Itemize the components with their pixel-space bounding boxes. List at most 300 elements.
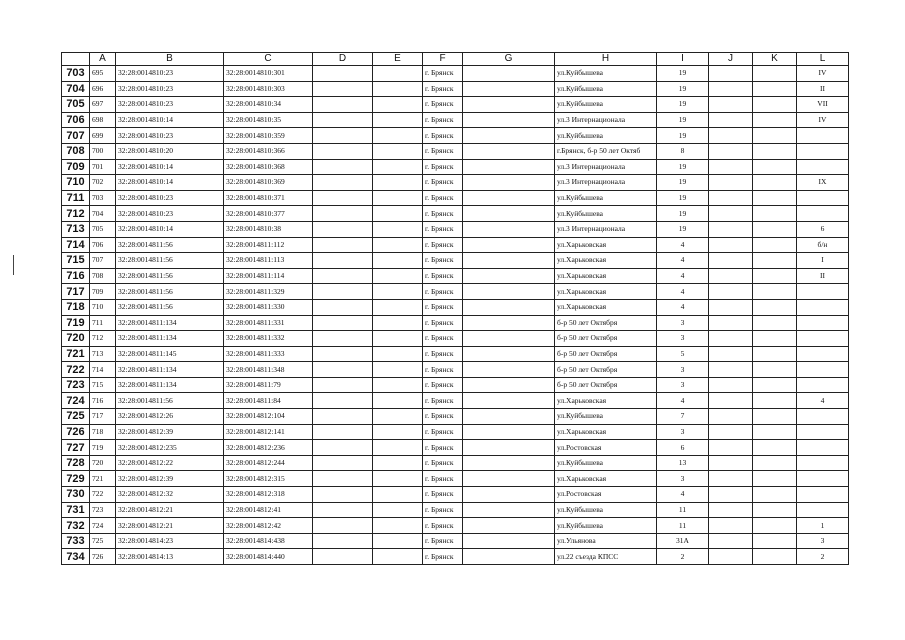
cell-b[interactable]: 32:28:0014814:23 [116,533,224,549]
cell-h[interactable]: ул.Куйбышева [555,97,657,113]
cell-i[interactable]: 6 [657,440,709,456]
cell-l[interactable] [797,143,849,159]
cell-g[interactable] [463,533,555,549]
cell-c[interactable]: 32:28:0014812:42 [224,518,313,534]
cell-i[interactable]: 13 [657,455,709,471]
cell-k[interactable] [753,190,797,206]
cell-k[interactable] [753,284,797,300]
cell-f[interactable]: г. Брянск [423,409,463,425]
cell-e[interactable] [373,377,423,393]
cell-c[interactable]: 32:28:0014811:331 [224,315,313,331]
cell-e[interactable] [373,175,423,191]
cell-k[interactable] [753,206,797,222]
cell-i[interactable]: 3 [657,315,709,331]
cell-h[interactable]: ул.Ростовская [555,440,657,456]
column-header-c[interactable]: C [224,53,313,66]
cell-h[interactable]: г.Брянск, б-р 50 лет Октяб [555,143,657,159]
cell-i[interactable]: 3 [657,377,709,393]
cell-c[interactable]: 32:28:0014812:41 [224,502,313,518]
cell-g[interactable] [463,206,555,222]
row-number[interactable]: 728 [62,455,90,471]
cell-d[interactable] [313,221,373,237]
row-number[interactable]: 723 [62,377,90,393]
cell-l[interactable]: IV [797,66,849,82]
cell-g[interactable] [463,393,555,409]
cell-l[interactable]: 1 [797,518,849,534]
cell-j[interactable] [709,66,753,82]
cell-a[interactable]: 711 [90,315,116,331]
cell-b[interactable]: 32:28:0014812:32 [116,487,224,503]
cell-j[interactable] [709,487,753,503]
cell-h[interactable]: ул.Харьковская [555,284,657,300]
cell-k[interactable] [753,362,797,378]
cell-i[interactable]: 19 [657,190,709,206]
cell-i[interactable]: 3 [657,331,709,347]
cell-a[interactable]: 717 [90,409,116,425]
cell-d[interactable] [313,253,373,269]
cell-e[interactable] [373,159,423,175]
cell-d[interactable] [313,440,373,456]
row-number[interactable]: 706 [62,112,90,128]
cell-k[interactable] [753,346,797,362]
cell-a[interactable]: 710 [90,299,116,315]
cell-g[interactable] [463,190,555,206]
cell-a[interactable]: 719 [90,440,116,456]
cell-a[interactable]: 695 [90,66,116,82]
cell-h[interactable]: ул.3 Интернационала [555,175,657,191]
cell-l[interactable]: 6 [797,221,849,237]
cell-g[interactable] [463,175,555,191]
cell-a[interactable]: 722 [90,487,116,503]
row-number[interactable]: 733 [62,533,90,549]
cell-l[interactable] [797,409,849,425]
cell-g[interactable] [463,424,555,440]
row-number[interactable]: 718 [62,299,90,315]
row-number[interactable]: 703 [62,66,90,82]
cell-l[interactable]: VII [797,97,849,113]
cell-g[interactable] [463,549,555,565]
cell-h[interactable]: ул.Куйбышева [555,409,657,425]
cell-f[interactable]: г. Брянск [423,284,463,300]
cell-c[interactable]: 32:28:0014811:112 [224,237,313,253]
cell-h[interactable]: ул.Ростовская [555,487,657,503]
cell-d[interactable] [313,346,373,362]
row-number[interactable]: 713 [62,221,90,237]
cell-f[interactable]: г. Брянск [423,487,463,503]
cell-b[interactable]: 32:28:0014811:56 [116,268,224,284]
cell-f[interactable]: г. Брянск [423,549,463,565]
column-header-i[interactable]: I [657,53,709,66]
cell-a[interactable]: 713 [90,346,116,362]
cell-h[interactable]: ул.Харьковская [555,471,657,487]
cell-d[interactable] [313,533,373,549]
cell-j[interactable] [709,331,753,347]
cell-g[interactable] [463,97,555,113]
cell-e[interactable] [373,533,423,549]
cell-e[interactable] [373,549,423,565]
cell-i[interactable]: 8 [657,143,709,159]
cell-k[interactable] [753,128,797,144]
cell-g[interactable] [463,221,555,237]
cell-l[interactable] [797,128,849,144]
cell-h[interactable]: б-р 50 лет Октября [555,331,657,347]
column-header-j[interactable]: J [709,53,753,66]
cell-b[interactable]: 32:28:0014810:23 [116,190,224,206]
cell-h[interactable]: ул.3 Интернационала [555,159,657,175]
cell-k[interactable] [753,175,797,191]
cell-g[interactable] [463,362,555,378]
cell-l[interactable] [797,284,849,300]
cell-h[interactable]: ул.3 Интернационала [555,221,657,237]
cell-h[interactable]: б-р 50 лет Октября [555,346,657,362]
cell-e[interactable] [373,362,423,378]
cell-c[interactable]: 32:28:0014812:236 [224,440,313,456]
cell-k[interactable] [753,97,797,113]
cell-l[interactable] [797,424,849,440]
column-header-h[interactable]: H [555,53,657,66]
cell-g[interactable] [463,502,555,518]
cell-k[interactable] [753,549,797,565]
cell-j[interactable] [709,549,753,565]
cell-e[interactable] [373,424,423,440]
cell-c[interactable]: 32:28:0014811:84 [224,393,313,409]
column-header-a[interactable]: A [90,53,116,66]
cell-j[interactable] [709,409,753,425]
cell-j[interactable] [709,518,753,534]
row-number[interactable]: 717 [62,284,90,300]
cell-g[interactable] [463,315,555,331]
cell-g[interactable] [463,377,555,393]
cell-f[interactable]: г. Брянск [423,533,463,549]
cell-e[interactable] [373,128,423,144]
cell-j[interactable] [709,393,753,409]
cell-d[interactable] [313,424,373,440]
cell-j[interactable] [709,81,753,97]
cell-a[interactable]: 714 [90,362,116,378]
cell-b[interactable]: 32:28:0014811:56 [116,253,224,269]
cell-e[interactable] [373,112,423,128]
cell-c[interactable]: 32:28:0014814:440 [224,549,313,565]
cell-c[interactable]: 32:28:0014811:330 [224,299,313,315]
cell-a[interactable]: 725 [90,533,116,549]
row-number[interactable]: 719 [62,315,90,331]
cell-h[interactable]: ул.Куйбышева [555,206,657,222]
cell-f[interactable]: г. Брянск [423,424,463,440]
column-header-k[interactable]: K [753,53,797,66]
cell-j[interactable] [709,206,753,222]
cell-d[interactable] [313,175,373,191]
cell-a[interactable]: 712 [90,331,116,347]
cell-b[interactable]: 32:28:0014810:23 [116,66,224,82]
cell-e[interactable] [373,315,423,331]
cell-f[interactable]: г. Брянск [423,128,463,144]
cell-d[interactable] [313,362,373,378]
cell-b[interactable]: 32:28:0014810:14 [116,159,224,175]
cell-c[interactable]: 32:28:0014810:377 [224,206,313,222]
cell-f[interactable]: г. Брянск [423,502,463,518]
row-number[interactable]: 704 [62,81,90,97]
cell-d[interactable] [313,471,373,487]
cell-a[interactable]: 708 [90,268,116,284]
row-number[interactable]: 714 [62,237,90,253]
cell-h[interactable]: ул.Харьковская [555,424,657,440]
cell-i[interactable]: 31А [657,533,709,549]
cell-f[interactable]: г. Брянск [423,362,463,378]
cell-d[interactable] [313,159,373,175]
cell-h[interactable]: ул.Куйбышева [555,518,657,534]
cell-b[interactable]: 32:28:0014810:23 [116,206,224,222]
cell-b[interactable]: 32:28:0014810:14 [116,175,224,191]
cell-l[interactable]: б/н [797,237,849,253]
cell-f[interactable]: г. Брянск [423,253,463,269]
cell-k[interactable] [753,440,797,456]
cell-j[interactable] [709,190,753,206]
cell-a[interactable]: 699 [90,128,116,144]
cell-i[interactable]: 19 [657,112,709,128]
cell-g[interactable] [463,284,555,300]
cell-e[interactable] [373,143,423,159]
cell-g[interactable] [463,346,555,362]
row-number[interactable]: 730 [62,487,90,503]
row-number[interactable]: 708 [62,143,90,159]
cell-b[interactable]: 32:28:0014812:39 [116,471,224,487]
cell-k[interactable] [753,518,797,534]
cell-d[interactable] [313,393,373,409]
cell-e[interactable] [373,284,423,300]
cell-b[interactable]: 32:28:0014811:134 [116,331,224,347]
cell-k[interactable] [753,533,797,549]
cell-k[interactable] [753,81,797,97]
cell-a[interactable]: 726 [90,549,116,565]
cell-l[interactable] [797,377,849,393]
cell-l[interactable] [797,487,849,503]
cell-b[interactable]: 32:28:0014811:145 [116,346,224,362]
cell-l[interactable] [797,471,849,487]
cell-k[interactable] [753,409,797,425]
cell-j[interactable] [709,533,753,549]
row-number[interactable]: 727 [62,440,90,456]
cell-f[interactable]: г. Брянск [423,393,463,409]
cell-d[interactable] [313,190,373,206]
cell-a[interactable]: 697 [90,97,116,113]
cell-j[interactable] [709,424,753,440]
cell-f[interactable]: г. Брянск [423,97,463,113]
cell-c[interactable]: 32:28:0014811:114 [224,268,313,284]
cell-h[interactable]: ул.Харьковская [555,237,657,253]
cell-j[interactable] [709,362,753,378]
cell-j[interactable] [709,440,753,456]
cell-f[interactable]: г. Брянск [423,346,463,362]
cell-k[interactable] [753,487,797,503]
cell-f[interactable]: г. Брянск [423,221,463,237]
cell-l[interactable]: IX [797,175,849,191]
cell-g[interactable] [463,268,555,284]
cell-i[interactable]: 4 [657,299,709,315]
cell-a[interactable]: 716 [90,393,116,409]
cell-c[interactable]: 32:28:0014810:35 [224,112,313,128]
cell-c[interactable]: 32:28:0014811:329 [224,284,313,300]
cell-d[interactable] [313,97,373,113]
cell-i[interactable]: 19 [657,206,709,222]
cell-g[interactable] [463,471,555,487]
cell-g[interactable] [463,159,555,175]
cell-e[interactable] [373,190,423,206]
cell-g[interactable] [463,455,555,471]
cell-i[interactable]: 19 [657,159,709,175]
cell-d[interactable] [313,331,373,347]
cell-i[interactable]: 19 [657,175,709,191]
row-number[interactable]: 710 [62,175,90,191]
cell-g[interactable] [463,440,555,456]
cell-f[interactable]: г. Брянск [423,143,463,159]
cell-e[interactable] [373,253,423,269]
cell-g[interactable] [463,143,555,159]
cell-j[interactable] [709,237,753,253]
cell-c[interactable]: 32:28:0014812:104 [224,409,313,425]
cell-e[interactable] [373,237,423,253]
cell-h[interactable]: ул.22 съезда КПСС [555,549,657,565]
cell-b[interactable]: 32:28:0014811:134 [116,377,224,393]
cell-l[interactable] [797,455,849,471]
cell-f[interactable]: г. Брянск [423,66,463,82]
cell-e[interactable] [373,221,423,237]
cell-c[interactable]: 32:28:0014810:371 [224,190,313,206]
cell-e[interactable] [373,502,423,518]
cell-j[interactable] [709,299,753,315]
cell-a[interactable]: 709 [90,284,116,300]
cell-e[interactable] [373,440,423,456]
cell-b[interactable]: 32:28:0014812:21 [116,518,224,534]
cell-c[interactable]: 32:28:0014812:141 [224,424,313,440]
corner-header[interactable] [62,53,90,66]
cell-j[interactable] [709,112,753,128]
cell-i[interactable]: 7 [657,409,709,425]
cell-c[interactable]: 32:28:0014810:368 [224,159,313,175]
cell-b[interactable]: 32:28:0014812:22 [116,455,224,471]
cell-f[interactable]: г. Брянск [423,315,463,331]
row-number[interactable]: 709 [62,159,90,175]
cell-g[interactable] [463,81,555,97]
cell-i[interactable]: 3 [657,424,709,440]
row-number[interactable]: 726 [62,424,90,440]
cell-c[interactable]: 32:28:0014814:438 [224,533,313,549]
cell-b[interactable]: 32:28:0014810:23 [116,97,224,113]
row-number[interactable]: 724 [62,393,90,409]
cell-i[interactable]: 5 [657,346,709,362]
cell-c[interactable]: 32:28:0014811:333 [224,346,313,362]
cell-f[interactable]: г. Брянск [423,206,463,222]
column-header-d[interactable]: D [313,53,373,66]
cell-a[interactable]: 723 [90,502,116,518]
row-number[interactable]: 732 [62,518,90,534]
cell-d[interactable] [313,206,373,222]
cell-d[interactable] [313,315,373,331]
cell-k[interactable] [753,66,797,82]
cell-h[interactable]: ул.Куйбышева [555,81,657,97]
cell-a[interactable]: 703 [90,190,116,206]
column-header-f[interactable]: F [423,53,463,66]
cell-b[interactable]: 32:28:0014810:14 [116,221,224,237]
cell-f[interactable]: г. Брянск [423,455,463,471]
row-number[interactable]: 712 [62,206,90,222]
row-number[interactable]: 721 [62,346,90,362]
cell-e[interactable] [373,299,423,315]
cell-h[interactable]: ул.Куйбышева [555,128,657,144]
cell-e[interactable] [373,206,423,222]
row-number[interactable]: 725 [62,409,90,425]
cell-d[interactable] [313,143,373,159]
cell-d[interactable] [313,487,373,503]
cell-b[interactable]: 32:28:0014814:13 [116,549,224,565]
cell-l[interactable] [797,206,849,222]
cell-e[interactable] [373,346,423,362]
cell-j[interactable] [709,377,753,393]
column-header-e[interactable]: E [373,53,423,66]
cell-h[interactable]: ул.3 Интернационала [555,112,657,128]
cell-l[interactable] [797,502,849,518]
cell-f[interactable]: г. Брянск [423,268,463,284]
cell-e[interactable] [373,455,423,471]
column-header-l[interactable]: L [797,53,849,66]
cell-b[interactable]: 32:28:0014811:56 [116,393,224,409]
cell-j[interactable] [709,253,753,269]
cell-b[interactable]: 32:28:0014811:134 [116,315,224,331]
cell-j[interactable] [709,455,753,471]
row-number[interactable]: 705 [62,97,90,113]
cell-g[interactable] [463,112,555,128]
column-header-b[interactable]: B [116,53,224,66]
cell-k[interactable] [753,143,797,159]
cell-b[interactable]: 32:28:0014811:56 [116,299,224,315]
cell-a[interactable]: 698 [90,112,116,128]
cell-j[interactable] [709,128,753,144]
cell-k[interactable] [753,424,797,440]
cell-i[interactable]: 4 [657,487,709,503]
cell-d[interactable] [313,377,373,393]
cell-b[interactable]: 32:28:0014812:39 [116,424,224,440]
row-number[interactable]: 715 [62,253,90,269]
column-header-g[interactable]: G [463,53,555,66]
cell-h[interactable]: ул.Куйбышева [555,455,657,471]
row-number[interactable]: 722 [62,362,90,378]
cell-d[interactable] [313,518,373,534]
cell-a[interactable]: 700 [90,143,116,159]
cell-b[interactable]: 32:28:0014812:235 [116,440,224,456]
cell-d[interactable] [313,81,373,97]
cell-l[interactable] [797,159,849,175]
cell-e[interactable] [373,518,423,534]
cell-j[interactable] [709,284,753,300]
cell-j[interactable] [709,175,753,191]
cell-b[interactable]: 32:28:0014812:21 [116,502,224,518]
cell-k[interactable] [753,502,797,518]
cell-j[interactable] [709,97,753,113]
cell-d[interactable] [313,128,373,144]
cell-a[interactable]: 720 [90,455,116,471]
cell-e[interactable] [373,393,423,409]
row-number[interactable]: 711 [62,190,90,206]
cell-i[interactable]: 4 [657,268,709,284]
cell-b[interactable]: 32:28:0014810:20 [116,143,224,159]
cell-b[interactable]: 32:28:0014810:14 [116,112,224,128]
cell-k[interactable] [753,299,797,315]
cell-i[interactable]: 19 [657,81,709,97]
cell-h[interactable]: б-р 50 лет Октября [555,362,657,378]
cell-d[interactable] [313,268,373,284]
cell-h[interactable]: ул.Куйбышева [555,190,657,206]
cell-f[interactable]: г. Брянск [423,112,463,128]
row-number[interactable]: 734 [62,549,90,565]
